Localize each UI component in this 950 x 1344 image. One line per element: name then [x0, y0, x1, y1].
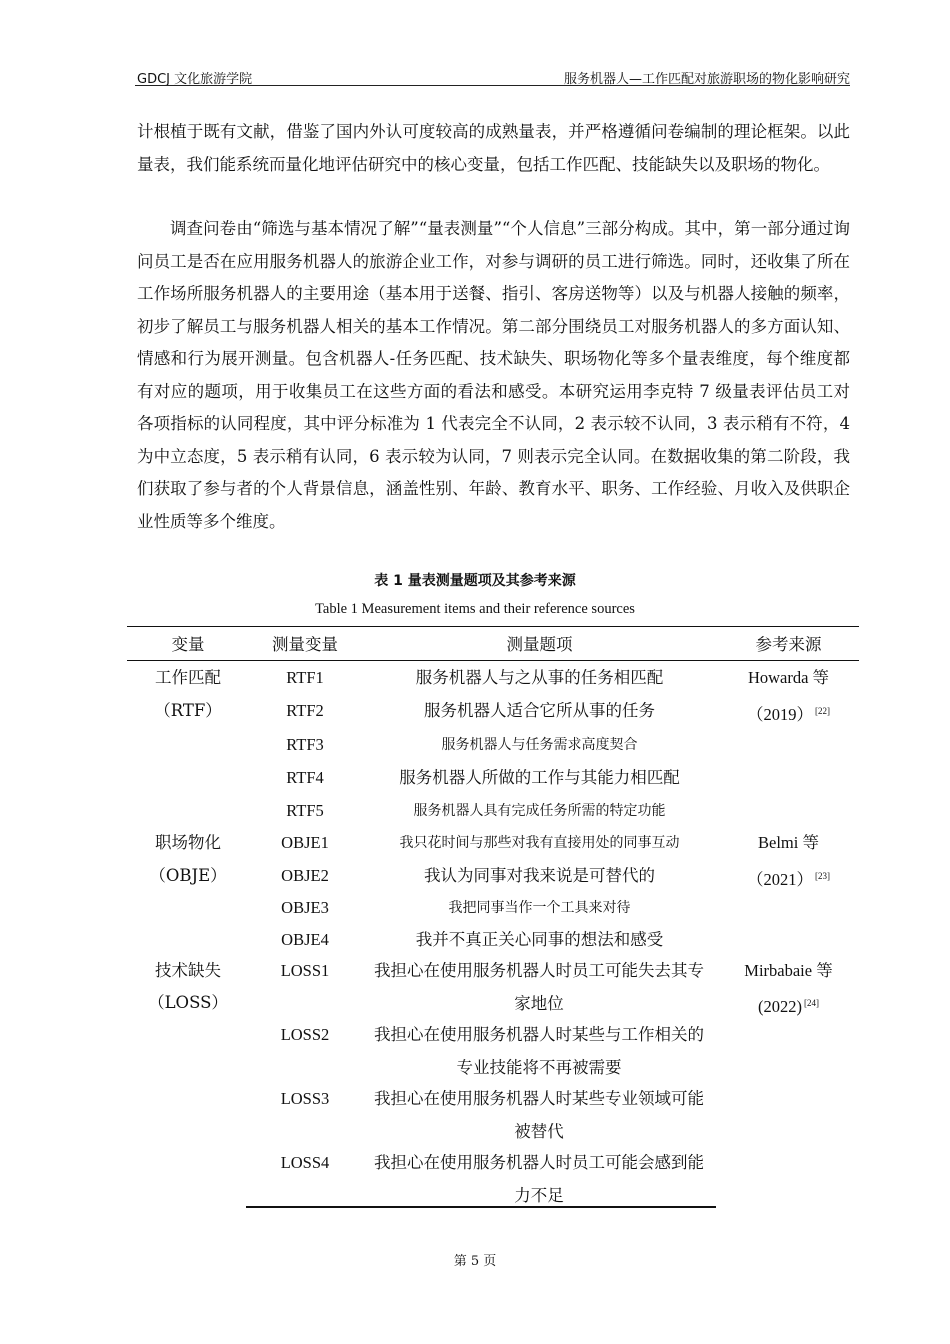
row-item: 我只花时间与那些对我有直接用处的同事互动: [399, 835, 680, 851]
row-item: 我并不真正关心同事的想法和感受: [415, 930, 664, 949]
citation-number: [24]: [804, 998, 819, 1008]
group-ref-author: Belmi 等: [758, 833, 819, 852]
group-variable-abbr: （LOSS）: [148, 993, 228, 1012]
header-measure-item: 测量题项: [506, 635, 573, 654]
paragraph-1: 计根植于既有文献，借鉴了国内外认可度较高的成熟量表，并严格遵循问卷编制的理论框架。以此量表，我们能系统而量化地评估研究中的核心变量，包括工作匹配、技能缺失以及职场的物化。: [137, 122, 850, 174]
row-code: LOSS1: [280, 961, 330, 980]
group-ref-year: （2019） [22]: [747, 705, 830, 724]
row-code: LOSS2: [280, 1025, 330, 1044]
row-code: OBJE3: [281, 898, 329, 917]
row-item: 我担心在使用服务机器人时某些专业领域可能被替代: [374, 1089, 704, 1141]
table-bottom-rule: [246, 1206, 716, 1208]
header-reference: 参考来源: [755, 635, 822, 654]
row-code: RTF4: [286, 768, 324, 787]
citation-number: [23]: [815, 871, 830, 881]
row-code: OBJE1: [281, 833, 329, 852]
row-code: RTF5: [286, 801, 324, 820]
row-item: 服务机器人所做的工作与其能力相匹配: [399, 768, 680, 787]
header-variable: 变量: [171, 635, 205, 654]
paragraph-2: 调查问卷由“筛选与基本情况了解”“量表测量”“个人信息”三部分构成。其中，第一部分通过询问员工是否在应用服务机器人的旅游企业工作，对参与调研的员工进行筛选。同时，还收集了所在工作场所服务机器人的主要用途（基本用于送餐、指引、客房送物等）以及与机器人接触的频率，初步了解员工与服务机器人相关的基本工作情况。第二部分围绕员工对服务机器人的多方面认知、情感和行为展开测量。包含机器人-任务匹配、技术缺失、职场物化等多个量表维度，每个维度都有对应的题项，用于收集员工在这些方面的看法和感受。本研究运用李克特 7 级量表评估员工对各项指标的认同程度，其中评分标准为 1 代表完全不认同，2 表示较不认同，3 表示稍有不符，4 为中立态度，5 表示稍有认同，6 表示较为认同，7 则表示完全认同。在数据收集的第二阶段，我们获取了参与者的个人背景信息，涵盖性别、年龄、教育水平、职务、工作经验、月收入及供职企业性质等多个维度。: [137, 219, 850, 531]
table-top-rule: [127, 626, 859, 627]
header-measure-variable: 测量变量: [272, 635, 338, 654]
header-rule: [135, 85, 850, 86]
header-institution: GDCJ 文化旅游学院: [137, 72, 253, 87]
group-variable-name: 技术缺失: [155, 961, 221, 980]
group-ref-author: Howarda 等: [747, 668, 830, 687]
row-code: RTF1: [286, 668, 324, 687]
group-ref-year: (2022) [24]: [758, 997, 819, 1016]
table-caption-en: Table 1 Measurement items and their reference sources: [315, 601, 635, 617]
group-variable-abbr: （OBJE）: [149, 866, 227, 885]
group-ref-year: （2021） [23]: [747, 870, 830, 889]
group-ref-author: Mirbabaie 等: [744, 961, 833, 980]
row-code: OBJE2: [281, 866, 329, 885]
row-item: 服务机器人与任务需求高度契合: [441, 737, 638, 753]
page-number: 第 5 页: [453, 1254, 497, 1269]
citation-number: [22]: [815, 706, 830, 716]
row-item: 我担心在使用服务机器人时员工可能失去其专家地位: [374, 961, 704, 1013]
table-caption-cn: 表 1 量表测量题项及其参考来源: [374, 573, 576, 589]
group-variable-name: 职场物化: [155, 833, 221, 852]
row-item: 我认为同事对我来说是可替代的: [424, 866, 655, 885]
row-item: 服务机器人适合它所从事的任务: [424, 701, 655, 720]
row-item: 服务机器人具有完成任务所需的特定功能: [413, 803, 666, 819]
group-variable-name: 工作匹配: [155, 668, 221, 687]
group-variable-abbr: （RTF）: [154, 701, 222, 720]
row-code: OBJE4: [281, 930, 329, 949]
table-header-rule: [127, 660, 859, 661]
row-item: 我把同事当作一个工具来对待: [448, 900, 631, 916]
header-paper-title: 服务机器人—工作匹配对旅游职场的物化影响研究: [563, 72, 850, 87]
row-code: RTF3: [286, 735, 324, 754]
row-item: 我担心在使用服务机器人时某些与工作相关的专业技能将不再被需要: [374, 1025, 704, 1077]
row-code: LOSS3: [280, 1089, 330, 1108]
row-code: RTF2: [286, 701, 324, 720]
row-item: 服务机器人与之从事的任务相匹配: [415, 668, 664, 687]
row-code: LOSS4: [280, 1153, 330, 1172]
row-item: 我担心在使用服务机器人时员工可能会感到能力不足: [374, 1153, 704, 1205]
